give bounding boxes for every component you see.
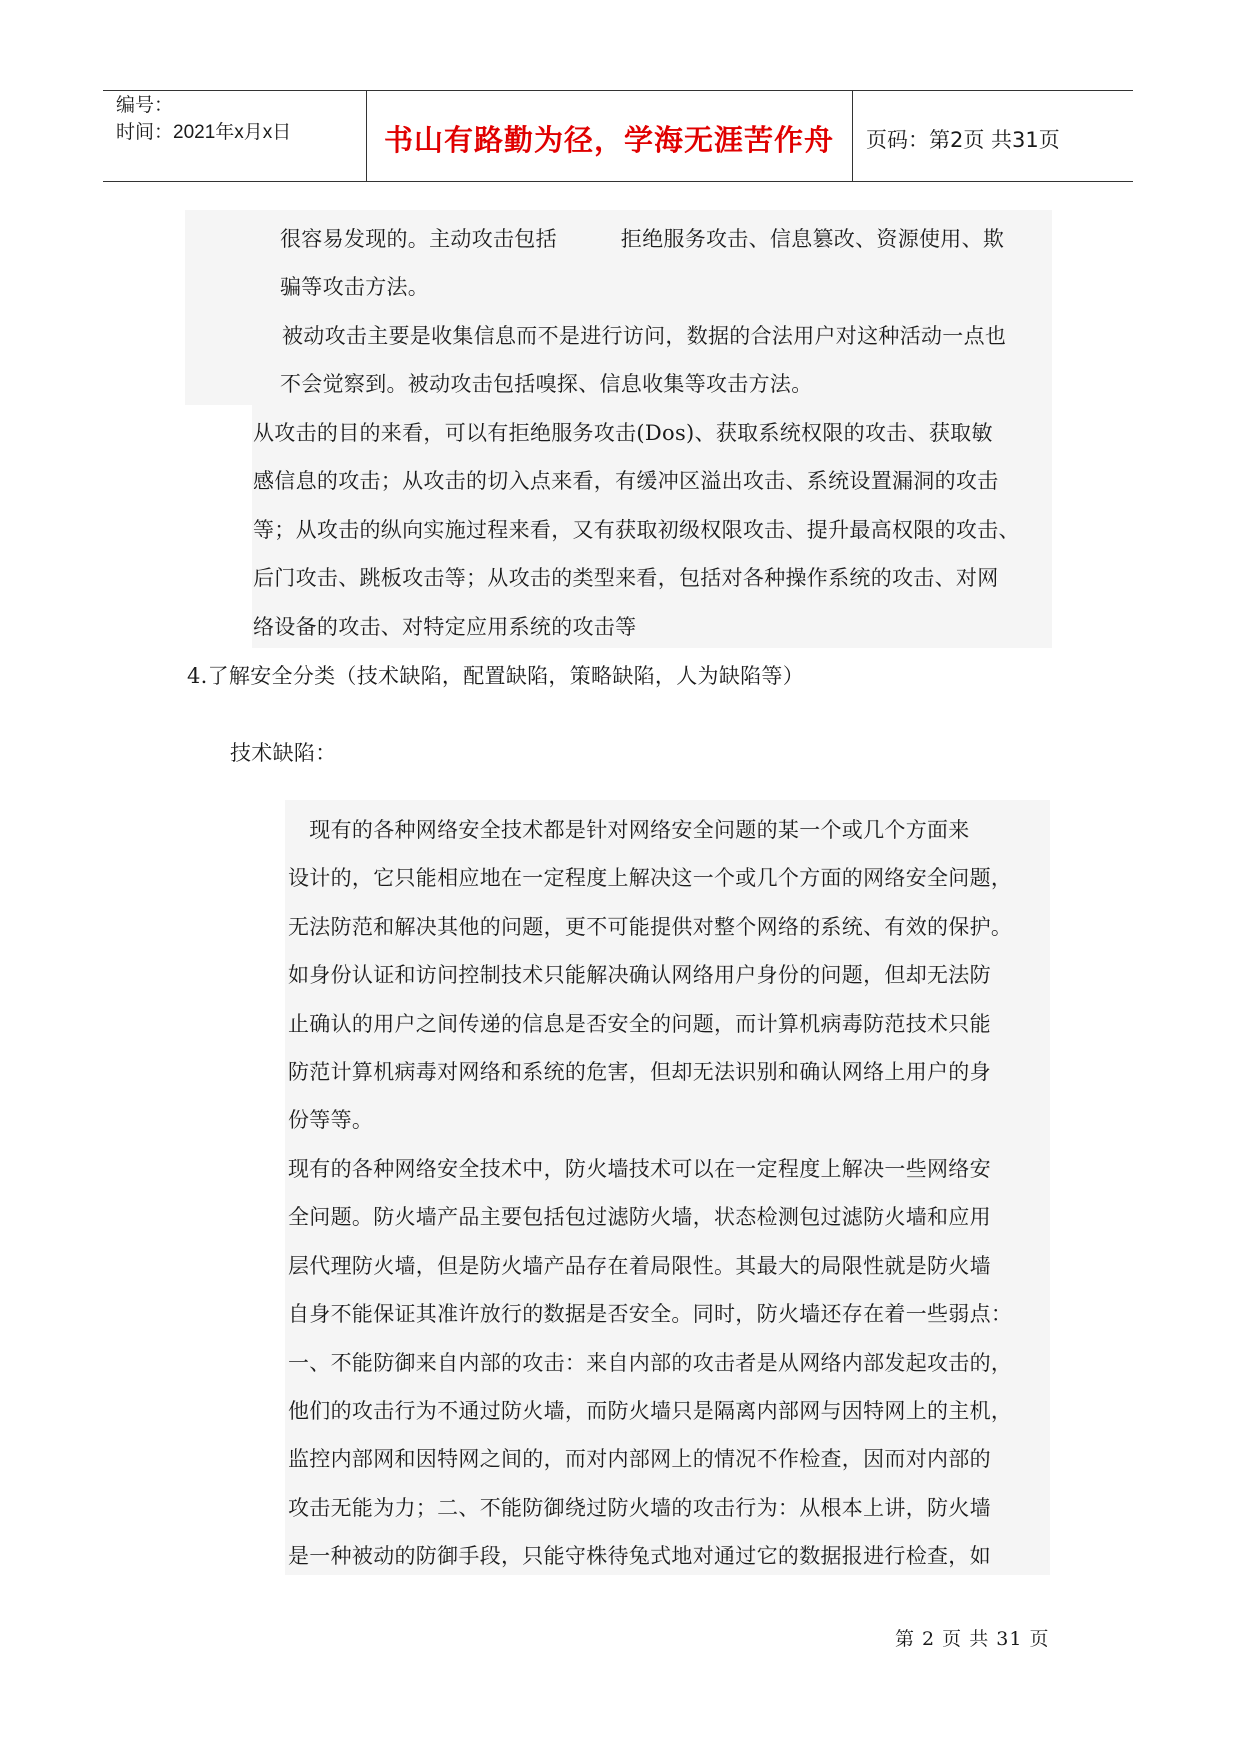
header-divider-right <box>852 90 853 182</box>
time-label: 时间：2021年x月x日 <box>116 122 292 143</box>
body-line: 被动攻击主要是收集信息而不是进行访问，数据的合法用户对这种活动一点也 <box>282 324 1007 348</box>
body-line: 止确认的用户之间传递的信息是否安全的问题，而计算机病毒防范技术只能 <box>288 1012 991 1036</box>
header-page-info: 页码：第2页 共31页 <box>866 128 1060 152</box>
body-line: 监控内部网和因特网之间的，而对内部网上的情况不作检查，因而对内部的 <box>288 1447 991 1471</box>
header-bottom-rule <box>103 181 1133 182</box>
serial-label: 编号： <box>116 95 174 116</box>
body-line: 现有的各种网络安全技术都是针对网络安全问题的某一个或几个方面来 <box>288 818 970 842</box>
body-line: 防范计算机病毒对网络和系统的危害，但却无法识别和确认网络上用户的身 <box>288 1060 991 1084</box>
body-line: 等；从攻击的纵向实施过程来看，又有获取初级权限攻击、提升最高权限的攻击、 <box>253 518 1020 542</box>
section-heading: 4.了解安全分类（技术缺陷，配置缺陷，策略缺陷，人为缺陷等） <box>187 664 805 688</box>
body-line: 如身份认证和访问控制技术只能解决确认网络用户身份的问题，但却无法防 <box>288 963 991 987</box>
subsection-heading: 技术缺陷： <box>230 741 337 765</box>
body-line: 后门攻击、跳板攻击等；从攻击的类型来看，包括对各种操作系统的攻击、对网 <box>253 566 999 590</box>
body-line: 一、不能防御来自内部的攻击：来自内部的攻击者是从网络内部发起攻击的， <box>288 1351 1013 1375</box>
body-line: 很容易发现的。主动攻击包括 拒绝服务攻击、信息篡改、资源使用、欺 <box>280 227 1005 251</box>
body-line: 无法防范和解决其他的问题，更不可能提供对整个网络的系统、有效的保护。 <box>288 915 1013 939</box>
body-line: 是一种被动的防御手段，只能守株待兔式地对通过它的数据报进行检查，如 <box>288 1544 991 1568</box>
body-line: 骗等攻击方法。 <box>280 275 430 299</box>
body-line: 自身不能保证其准许放行的数据是否安全。同时，防火墙还存在着一些弱点： <box>288 1302 1013 1326</box>
body-line: 现有的各种网络安全技术中，防火墙技术可以在一定程度上解决一些网络安 <box>288 1157 991 1181</box>
body-line: 份等等。 <box>288 1108 374 1132</box>
page-footer: 第 2 页 共 31 页 <box>895 1628 1050 1650</box>
body-line: 不会觉察到。被动攻击包括嗅探、信息收集等攻击方法。 <box>280 372 813 396</box>
body-line: 从攻击的目的来看，可以有拒绝服务攻击(Dos)、获取系统权限的攻击、获取敏 <box>253 421 993 445</box>
body-line: 全问题。防火墙产品主要包括包过滤防火墙，状态检测包过滤防火墙和应用 <box>288 1205 991 1229</box>
header-top-rule <box>103 90 1133 91</box>
body-line: 层代理防火墙，但是防火墙产品存在着局限性。其最大的局限性就是防火墙 <box>288 1254 991 1278</box>
body-line: 设计的，它只能相应地在一定程度上解决这一个或几个方面的网络安全问题， <box>288 866 1013 890</box>
header-motto: 书山有路勤为径，学海无涯苦作舟 <box>383 123 834 157</box>
body-line: 感信息的攻击；从攻击的切入点来看，有缓冲区溢出攻击、系统设置漏洞的攻击 <box>253 469 999 493</box>
body-line: 他们的攻击行为不通过防火墙，而防火墙只是隔离内部网与因特网上的主机， <box>288 1399 1013 1423</box>
body-line: 络设备的攻击、对特定应用系统的攻击等 <box>253 615 637 639</box>
body-line: 攻击无能为力；二、不能防御绕过防火墙的攻击行为：从根本上讲，防火墙 <box>288 1496 991 1520</box>
header-left-cell <box>116 92 291 146</box>
